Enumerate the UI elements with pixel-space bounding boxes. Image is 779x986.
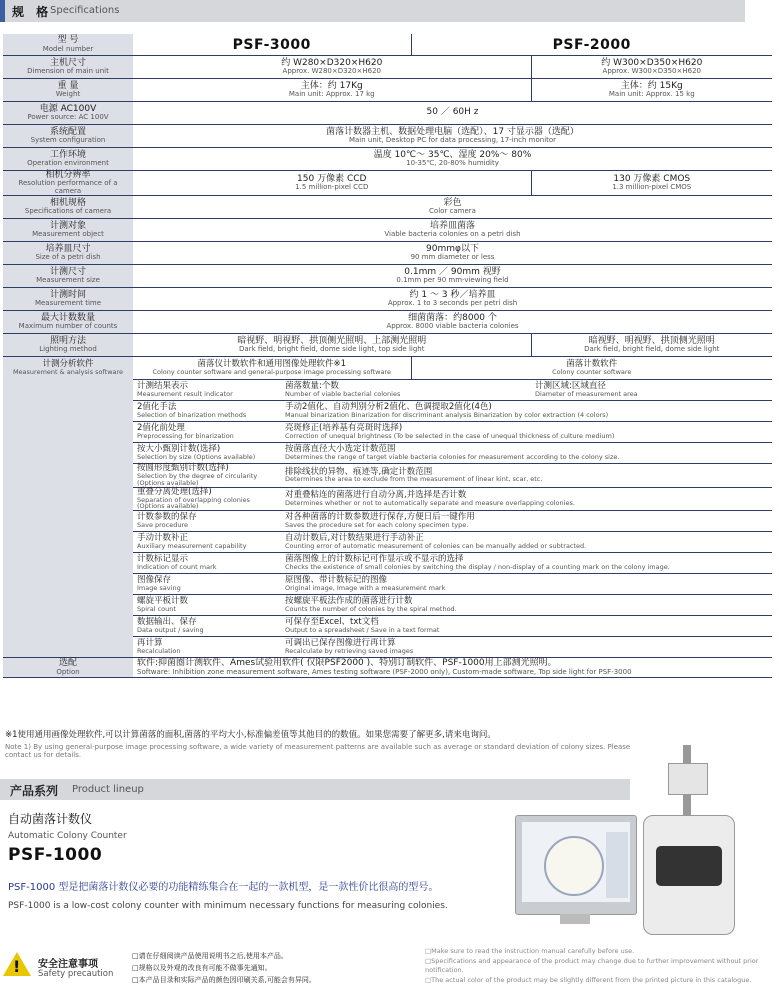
warning-subtitle: Safety precaution <box>38 969 114 979</box>
software-feature: 2值化手法 Selection of binarization methods <box>133 401 281 422</box>
spec-row <box>3 196 772 219</box>
option-row <box>3 658 772 678</box>
spec-label: 相机分辨率 Resolution performance of a camera <box>3 171 133 196</box>
software-feature: 2值化前处理 Preprocessing for binarization <box>133 422 281 443</box>
spec-label: 主机尺寸 Dimension of main unit <box>3 56 133 79</box>
spec-label: 系统配置 System configuration <box>3 125 133 148</box>
warning-item-en: □Make sure to read the instruction manual carefully before use. <box>425 947 635 955</box>
footnote-en: Note 1) By using general-purpose image processing software, a wide variety of measurement patterns are available such as average or standard deviation of colony sizes. Please contact us for details. <box>5 743 631 760</box>
software-feature: 计测结果表示 Measurement result indicator <box>133 380 281 401</box>
software-feature-value: 可调出已保存图像进行再计算 Recalculate by retrieving saved images <box>281 637 772 658</box>
spec-value: 约 1 ～ 3 秒／培养皿 Approx. 1 to 3 seconds per petri dish <box>133 288 772 311</box>
section2-title-en: Product lineup <box>72 784 144 795</box>
software-feature: 按圆形度甄别计数(选择) Selection by the degree of circularity (Options available) <box>133 464 281 488</box>
spec-label: 照明方法 Lighting method <box>3 334 133 357</box>
software-feature-value: 对重叠粘连的菌落进行自动分离,并选择是否计数 Determines whether or not to automatically separate and measure overlapping colonies. <box>281 487 772 511</box>
software-type-b: 菌落计数软件 Colony counter software <box>411 357 772 380</box>
model-label: 型 号 Model number <box>3 34 133 56</box>
spec-value-1000: 主体：约 15Kg Main unit: Approx. 15 kg <box>531 79 772 102</box>
spec-value: 菌落计数器主机、数据处理电脑（选配）、17 寸显示器（选配） Main unit, Desktop PC for data processing, 17-inch monitor <box>133 125 772 148</box>
spec-label: 相机规格 Specifications of camera <box>3 196 133 219</box>
model-psf2000: PSF-2000 <box>411 34 772 56</box>
spec-value: 培养皿菌落 Viable bacteria colonies on a petri dish <box>133 219 772 242</box>
spec-row <box>3 171 772 196</box>
spec-row <box>3 288 772 311</box>
spec-row <box>3 334 772 357</box>
spec-value-1000: 130 万像素 CMOS 1.3 million-pixel CMOS <box>531 171 772 196</box>
spec-value-3000-2000: 150 万像素 CCD 1.5 million-pixel CCD <box>133 171 531 196</box>
warning-item-en: □The actual color of the product may be slightly different from the printed picture in this catalogue. <box>425 975 752 984</box>
warning-item-en: □Specifications and appearance of the product may change due to further improvement without prior notification. <box>425 956 759 974</box>
section-title-en: Specifications <box>50 5 120 16</box>
spec-row <box>3 219 772 242</box>
option-label: 选配 Option <box>3 658 133 678</box>
software-feature: 计数参数的保存 Save procedure <box>133 511 281 532</box>
spec-row <box>3 102 772 125</box>
spec-row <box>3 242 772 265</box>
monitor-stand <box>560 914 590 924</box>
spec-label: 计测尺寸 Measurement size <box>3 265 133 288</box>
software-head-row <box>3 357 772 380</box>
software-feature: 螺旋平板计数 Spiral count <box>133 595 281 616</box>
spec-value: 90mmφ以下 90 mm diameter or less <box>133 242 772 265</box>
spec-value-1000: 约 W300×D350×H620 Approx. W300×D350×H620 <box>531 56 772 79</box>
software-feature-value: 亮斑修正(培养基有亮斑时选择) Correction of unequal brightness (To be selected in the case of unequal thickness of culture medium) <box>281 422 772 443</box>
software-feature: 手动计数补正 Auxiliary measurement capability <box>133 532 281 553</box>
product-name-zh: 自动菌落计数仪 <box>8 812 93 826</box>
software-feature-value: 按菌落直径大小选定计数范围 Determines the range of target viable bacteria colonies for measurement according to the colony size. <box>281 443 772 464</box>
warning-title: 安全注意事项 <box>38 959 98 970</box>
spec-row <box>3 311 772 334</box>
spec-label: 计测对象 Measurement object <box>3 219 133 242</box>
accent-bar <box>0 0 5 22</box>
option-value: 软件:抑菌圈计测软件、Ames试验用软件( 仅限PSF2000 )、特别订制软件、PSF-1000用上部测光照明。 Software: Inhibition zone measurement software, Ames testing software (PSF-2000 only), Custom-made software, Top side light for PSF-3000 <box>133 658 772 678</box>
description-en: PSF-1000 is a low-cost colony counter with minimum necessary functions for measuring colonies. <box>8 901 448 911</box>
model-row <box>3 34 772 56</box>
warning-item-zh: □本产品目录和实际产品的颜色因印刷关系,可能会有异同。 <box>132 976 316 984</box>
spec-label: 工作环境 Operation environment <box>3 148 133 171</box>
software-feature: 计数标记显示 Indication of count mark <box>133 553 281 574</box>
spec-value-3000-2000: 主体：约 17Kg Main unit: Approx. 17 kg <box>133 79 531 102</box>
spec-label: 重 量 Weight <box>3 79 133 102</box>
software-feature-value: 菌落数量:个数 Number of viable bacterial colonies <box>281 380 531 401</box>
product-heading <box>8 810 127 865</box>
warning-item-zh: □请在仔细阅读产品使用说明书之后,使用本产品。 <box>132 952 288 960</box>
spec-value: 彩色 Color camera <box>133 196 772 219</box>
software-feature-value: 菌落图像上的计数标记可作显示或不显示的选择 Checks the existence of small colonies by switching the display / non-display of a counting mark on the colony image. <box>281 553 772 574</box>
software-type-a: 菌落仪计数软件和通用图像处理软件※1 Colony counter software and general-purpose image processing software <box>133 357 411 380</box>
spec-row <box>3 79 772 102</box>
product-description <box>8 878 608 911</box>
software-feature: 按大小甄别计数(选择) Selection by size (Options available) <box>133 443 281 464</box>
spec-row <box>3 148 772 171</box>
spec-value: 温度 10℃～ 35℃、湿度 20%～ 80% 10-35℃, 20-80% humidity <box>133 148 772 171</box>
spec-value-3000-2000: 暗视野、明视野、拱顶侧光照明、上部测光照明 Dark field, bright field, dome side light, top side light <box>133 334 531 357</box>
warning-list-zh <box>132 950 316 986</box>
spec-label: 最大计数数量 Maximum number of counts <box>3 311 133 334</box>
software-feature: 再计算 Recalculation <box>133 637 281 658</box>
warning-item-zh: □规格以及外观的改良有可能不做事先通知。 <box>132 964 272 972</box>
spec-label: 培养皿尺寸 Size of a petri dish <box>3 242 133 265</box>
software-feature: 图像保存 Image saving <box>133 574 281 595</box>
footnote-zh: ※1使用通用画像处理软件,可以计算菌落的面积,菌落的平均大小,标准偏差值等其他目的的数值。如果您需要了解更多,请来电询问。 <box>5 730 496 740</box>
software-feature-value: 原图像、带计数标记的图像 Original image, Image with a measurement mark <box>281 574 772 595</box>
software-feature: 重叠分离处理(选择) Separation of overlapping colonies (Options available) <box>133 487 281 511</box>
spec-value: 0.1mm ／ 90mm 视野 0.1mm per 90 mm-viewing field <box>133 265 772 288</box>
spec-row <box>3 56 772 79</box>
model-psf3000: PSF-3000 <box>133 34 411 56</box>
section-header-specifications <box>0 0 745 22</box>
software-feature-value: 排除线状的异物、痕迹等,确定计数范围 Determines the area to exclude from the measurement of linear kint, scar, etc. <box>281 464 772 488</box>
section2-title-zh: 产品系列 <box>10 784 59 798</box>
spec-label: 计测时间 Measurement time <box>3 288 133 311</box>
spec-value: 细菌菌落：约8000 个 Approx. 8000 viable bacteria colonies <box>133 311 772 334</box>
spec-table <box>3 34 772 678</box>
software-feature-value: 可保存至Excel、txt文档 Output to a spreadsheet / Save in a text format <box>281 616 772 637</box>
software-feature-value: 按螺旋平板法作成的菌落进行计数 Counts the number of colonies by the spiral method. <box>281 595 772 616</box>
product-name-en: Automatic Colony Counter <box>8 831 127 841</box>
footnote <box>5 728 645 759</box>
software-label: 计测分析软件 Measurement & analysis software <box>3 357 133 658</box>
spec-row <box>3 125 772 148</box>
spec-value: 50 ／ 60H z <box>133 102 772 125</box>
software-feature-value-2: 计测区域:区域直径 Diameter of measurement area <box>531 380 772 401</box>
software-feature-value: 自动计数后,对计数结果进行手动补正 Counting error of automatic measurement of colonies can be manually added or subtracted. <box>281 532 772 553</box>
spec-label: 电源 AC100V Power source: AC 100V <box>3 102 133 125</box>
spec-value-3000-2000: 约 W280×D320×H620 Approx. W280×D320×H620 <box>133 56 531 79</box>
description-zh: PSF-1000 型是把菌落计数仪必要的功能精练集合在一起的一款机型，是一款性价比很高的型号。 <box>8 882 439 893</box>
software-feature-value: 手动2值化、自动判别分析2值化、色调提取2值化(4色) Manual binarization Binarization for discriminant analysis Binarization by color extraction (4 colors) <box>281 401 772 422</box>
colony-counter-image <box>638 745 738 935</box>
section-header-product-lineup <box>0 779 630 800</box>
warning-list-en <box>425 947 775 985</box>
section-title-zh: 规 格 <box>12 5 53 19</box>
spec-value-1000: 暗视野、明视野、拱顶侧光照明 Dark field, bright field, dome side light <box>531 334 772 357</box>
spec-row <box>3 265 772 288</box>
software-feature-value: 对各种菌落的计数参数进行保存,方便日后一键作用 Saves the procedure set for each colony specimen type. <box>281 511 772 532</box>
software-feature: 数据输出、保存 Data output / saving <box>133 616 281 637</box>
product-model: PSF-1000 <box>8 845 103 865</box>
